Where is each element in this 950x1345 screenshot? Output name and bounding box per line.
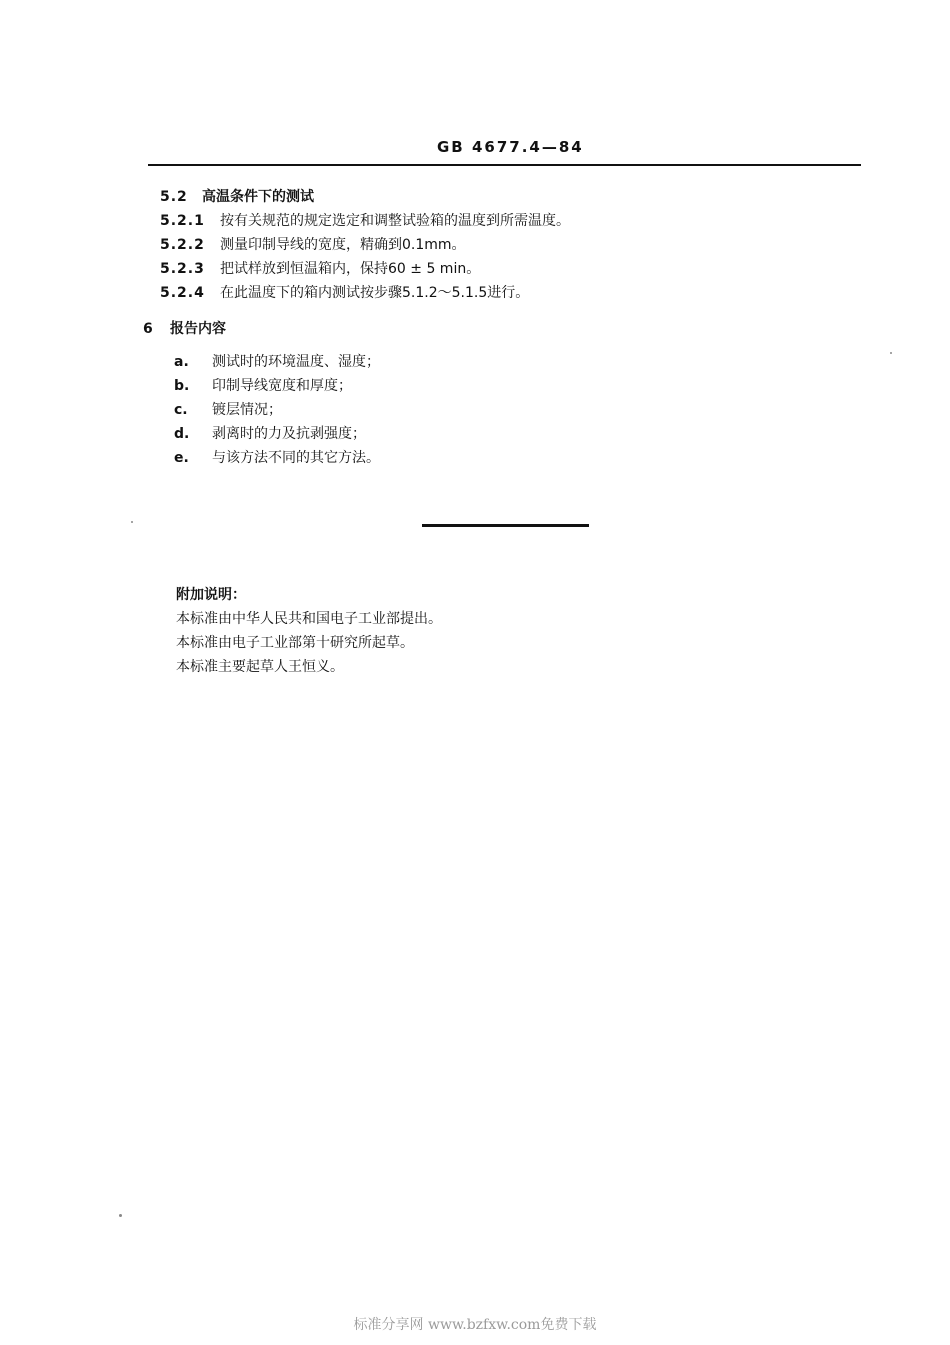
scan-speck — [890, 352, 892, 354]
scan-speck — [119, 1214, 122, 1217]
section-6-heading — [143, 320, 226, 338]
item-text: 镀层情况； — [212, 402, 282, 418]
clause-number: 5.2.1 — [160, 213, 205, 229]
clause-text: 测量印制导线的宽度，精确到0.1mm。 — [220, 237, 466, 253]
clause-text: 在此温度下的箱内测试按步骤5.1.2～5.1.5进行。 — [220, 285, 530, 301]
clause-5-2-4 — [160, 284, 529, 302]
item-text: 测试时的环境温度、湿度； — [212, 354, 380, 370]
section-title: 报告内容 — [170, 321, 226, 337]
clause-number: 5.2.2 — [160, 237, 205, 253]
end-of-text-rule — [422, 524, 589, 527]
item-letter: b. — [174, 378, 190, 394]
section-title: 高温条件下的测试 — [202, 189, 314, 205]
standard-number: GB 4677.4—84 — [437, 138, 584, 156]
clause-5-2-1 — [160, 212, 570, 230]
clause-text: 把试样放到恒温箱内，保持60 ± 5 min。 — [220, 261, 481, 277]
item-text: 与该方法不同的其它方法。 — [212, 450, 380, 466]
clause-number: 5.2.3 — [160, 261, 205, 277]
notes-line: 本标准由电子工业部第十研究所起草。 — [176, 635, 414, 651]
report-item-c — [174, 401, 282, 419]
clause-5-2-3 — [160, 260, 480, 278]
item-letter: e. — [174, 450, 189, 466]
clause-number: 5.2.4 — [160, 285, 205, 301]
item-text: 剥离时的力及抗剥强度； — [212, 426, 366, 442]
clause-text: 按有关规范的规定选定和调整试验箱的温度到所需温度。 — [220, 213, 570, 229]
scan-speck — [131, 521, 133, 523]
item-letter: d. — [174, 426, 190, 442]
report-item-e — [174, 449, 380, 467]
item-text: 印制导线宽度和厚度； — [212, 378, 352, 394]
notes-line: 本标准主要起草人王恒义。 — [176, 659, 344, 675]
clause-5-2-2 — [160, 236, 466, 254]
section-number: 5.2 — [160, 189, 188, 205]
report-item-a — [174, 353, 380, 371]
header-rule — [148, 164, 861, 166]
section-number: 6 — [143, 321, 154, 337]
report-item-b — [174, 377, 352, 395]
item-letter: c. — [174, 402, 188, 418]
item-letter: a. — [174, 354, 189, 370]
notes-title: 附加说明： — [176, 587, 246, 603]
notes-line: 本标准由中华人民共和国电子工业部提出。 — [176, 611, 442, 627]
report-item-d — [174, 425, 366, 443]
footer-watermark: 标准分享网 www.bzfxw.com免费下载 — [353, 1317, 597, 1333]
section-5-2-heading — [160, 188, 314, 206]
